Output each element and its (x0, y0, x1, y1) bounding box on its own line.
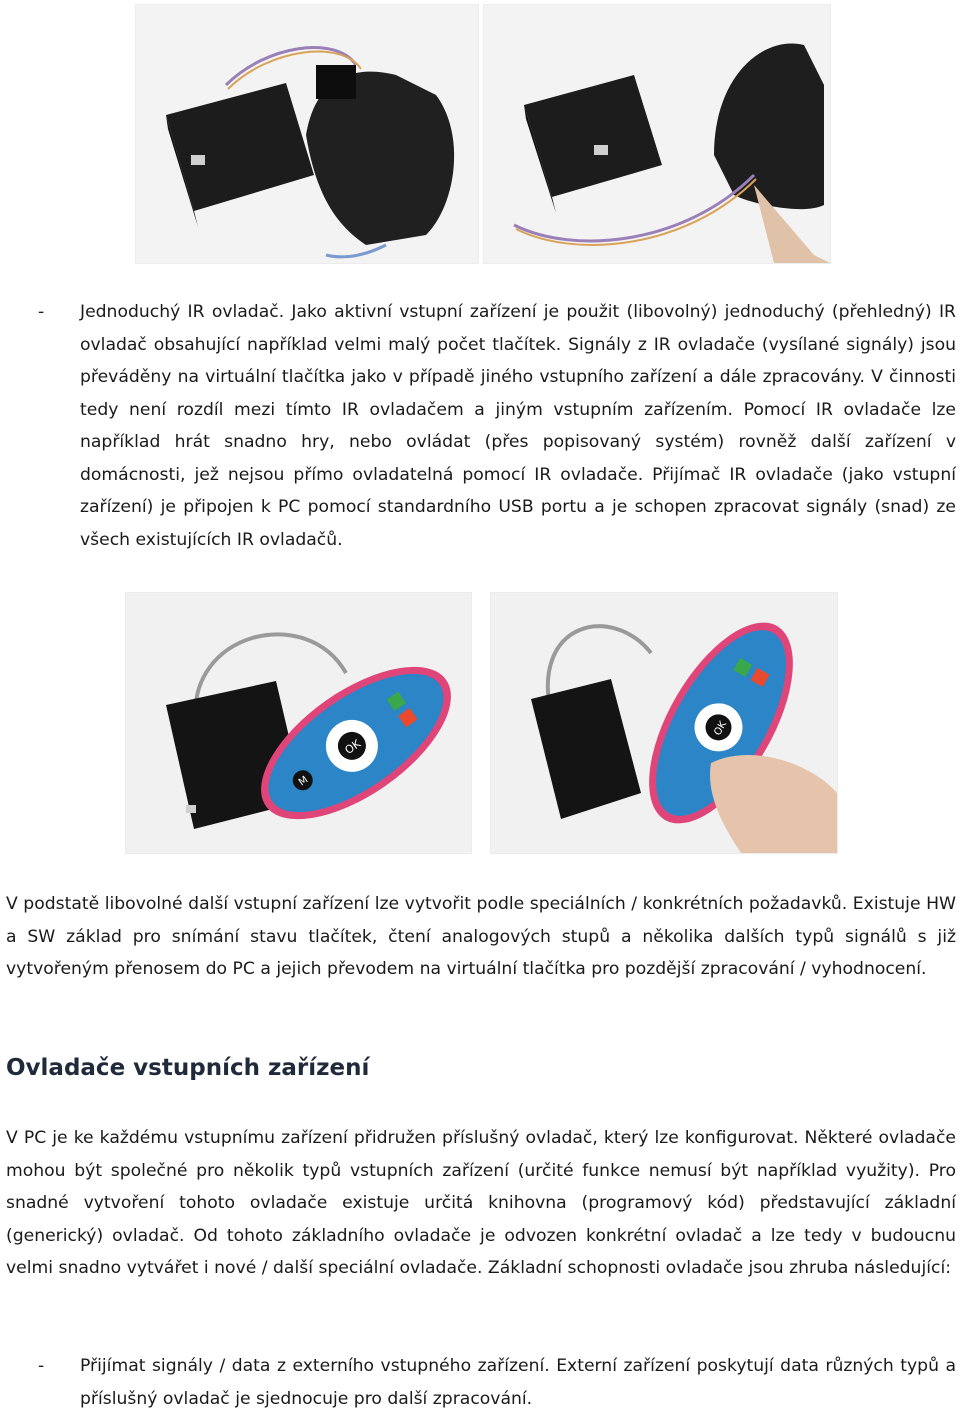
photo-glove-box-1 (135, 4, 479, 264)
glove-illustration-1 (136, 5, 478, 263)
photo-ir-remote-2 (490, 592, 838, 854)
photo-glove-box-2 (483, 4, 831, 264)
paragraph-drivers: V PC je ke každému vstupnímu zařízení přidružen příslušný ovladač, který lze konfigurovat. Některé ovladače mohou být společné pro několik typů vstupních zařízení (určité funkce nemusí být například využity). Pro snadné vytvoření tohoto ovladače existuje určitá knihovna (programový kód) představující základní (generický) ovladač. Od tohoto základního ovladače je odvozen konkrétní ovladač a lze tedy v budoucnu velmi snadno vytvářet i nové / další speciální ovladače. Základní schopnosti ovladače jsou zhruba následující: (6, 1128, 956, 1278)
remote-illustration-1 (126, 593, 471, 853)
ok-label: OK (342, 737, 363, 757)
m-label: M (296, 774, 311, 789)
glove-illustration-2 (484, 5, 830, 263)
photo-ir-remote-1 (125, 592, 472, 854)
section-heading: Ovladače vstupních zařízení (6, 1055, 370, 1081)
paragraph-receive: Přijímat signály / data z externího vstupného zařízení. Externí zařízení poskytují data různých typů a příslušný ovladač je sjednocuje pro další zpracování. (80, 1356, 956, 1409)
paragraph-ir-controller: Jednoduchý IR ovladač. Jako aktivní vstupní zařízení je použit (libovolný) jednoduchý (přehledný) IR ovladač obsahující například velmi malý počet tlačítek. Signály z IR ovladače (vysílané signály) jsou převáděny na virtuální tlačítka jako v případě jiného vstupního zařízení a dále zpracovány. V činnosti tedy není rozdíl mezi tímto IR ovladačem a jiným vstupním zařízením. Pomocí IR ovladače lze například hrát snadno hry, nebo ovládat (přes popisovaný systém) rovněž další zařízení v domácnosti, jež nejsou přímo ovladatelná pomocí IR ovladače. Přijímač IR ovladače (jako vstupní zařízení) je připojen k PC pomocí standardního USB portu a je schopen zpracovat signály (snad) ze všech existujících IR ovladačů. (80, 302, 956, 550)
remote-illustration-2 (491, 593, 837, 853)
bullet-marker: - (38, 302, 45, 322)
ok-label-2: OK (712, 719, 730, 738)
paragraph-other-devices: V podstatě libovolné další vstupní zařízení lze vytvořit podle speciálních / konkrétních požadavků. Existuje HW a SW základ pro snímání stavu tlačítek, čtení analogových stupů a několika dalších typů signálů s již vytvořeným přenosem do PC a jejich převodem na virtuální tlačítka pro pozdější zpracování / vyhodnocení. (6, 894, 956, 979)
bullet-marker-2: - (38, 1356, 45, 1376)
